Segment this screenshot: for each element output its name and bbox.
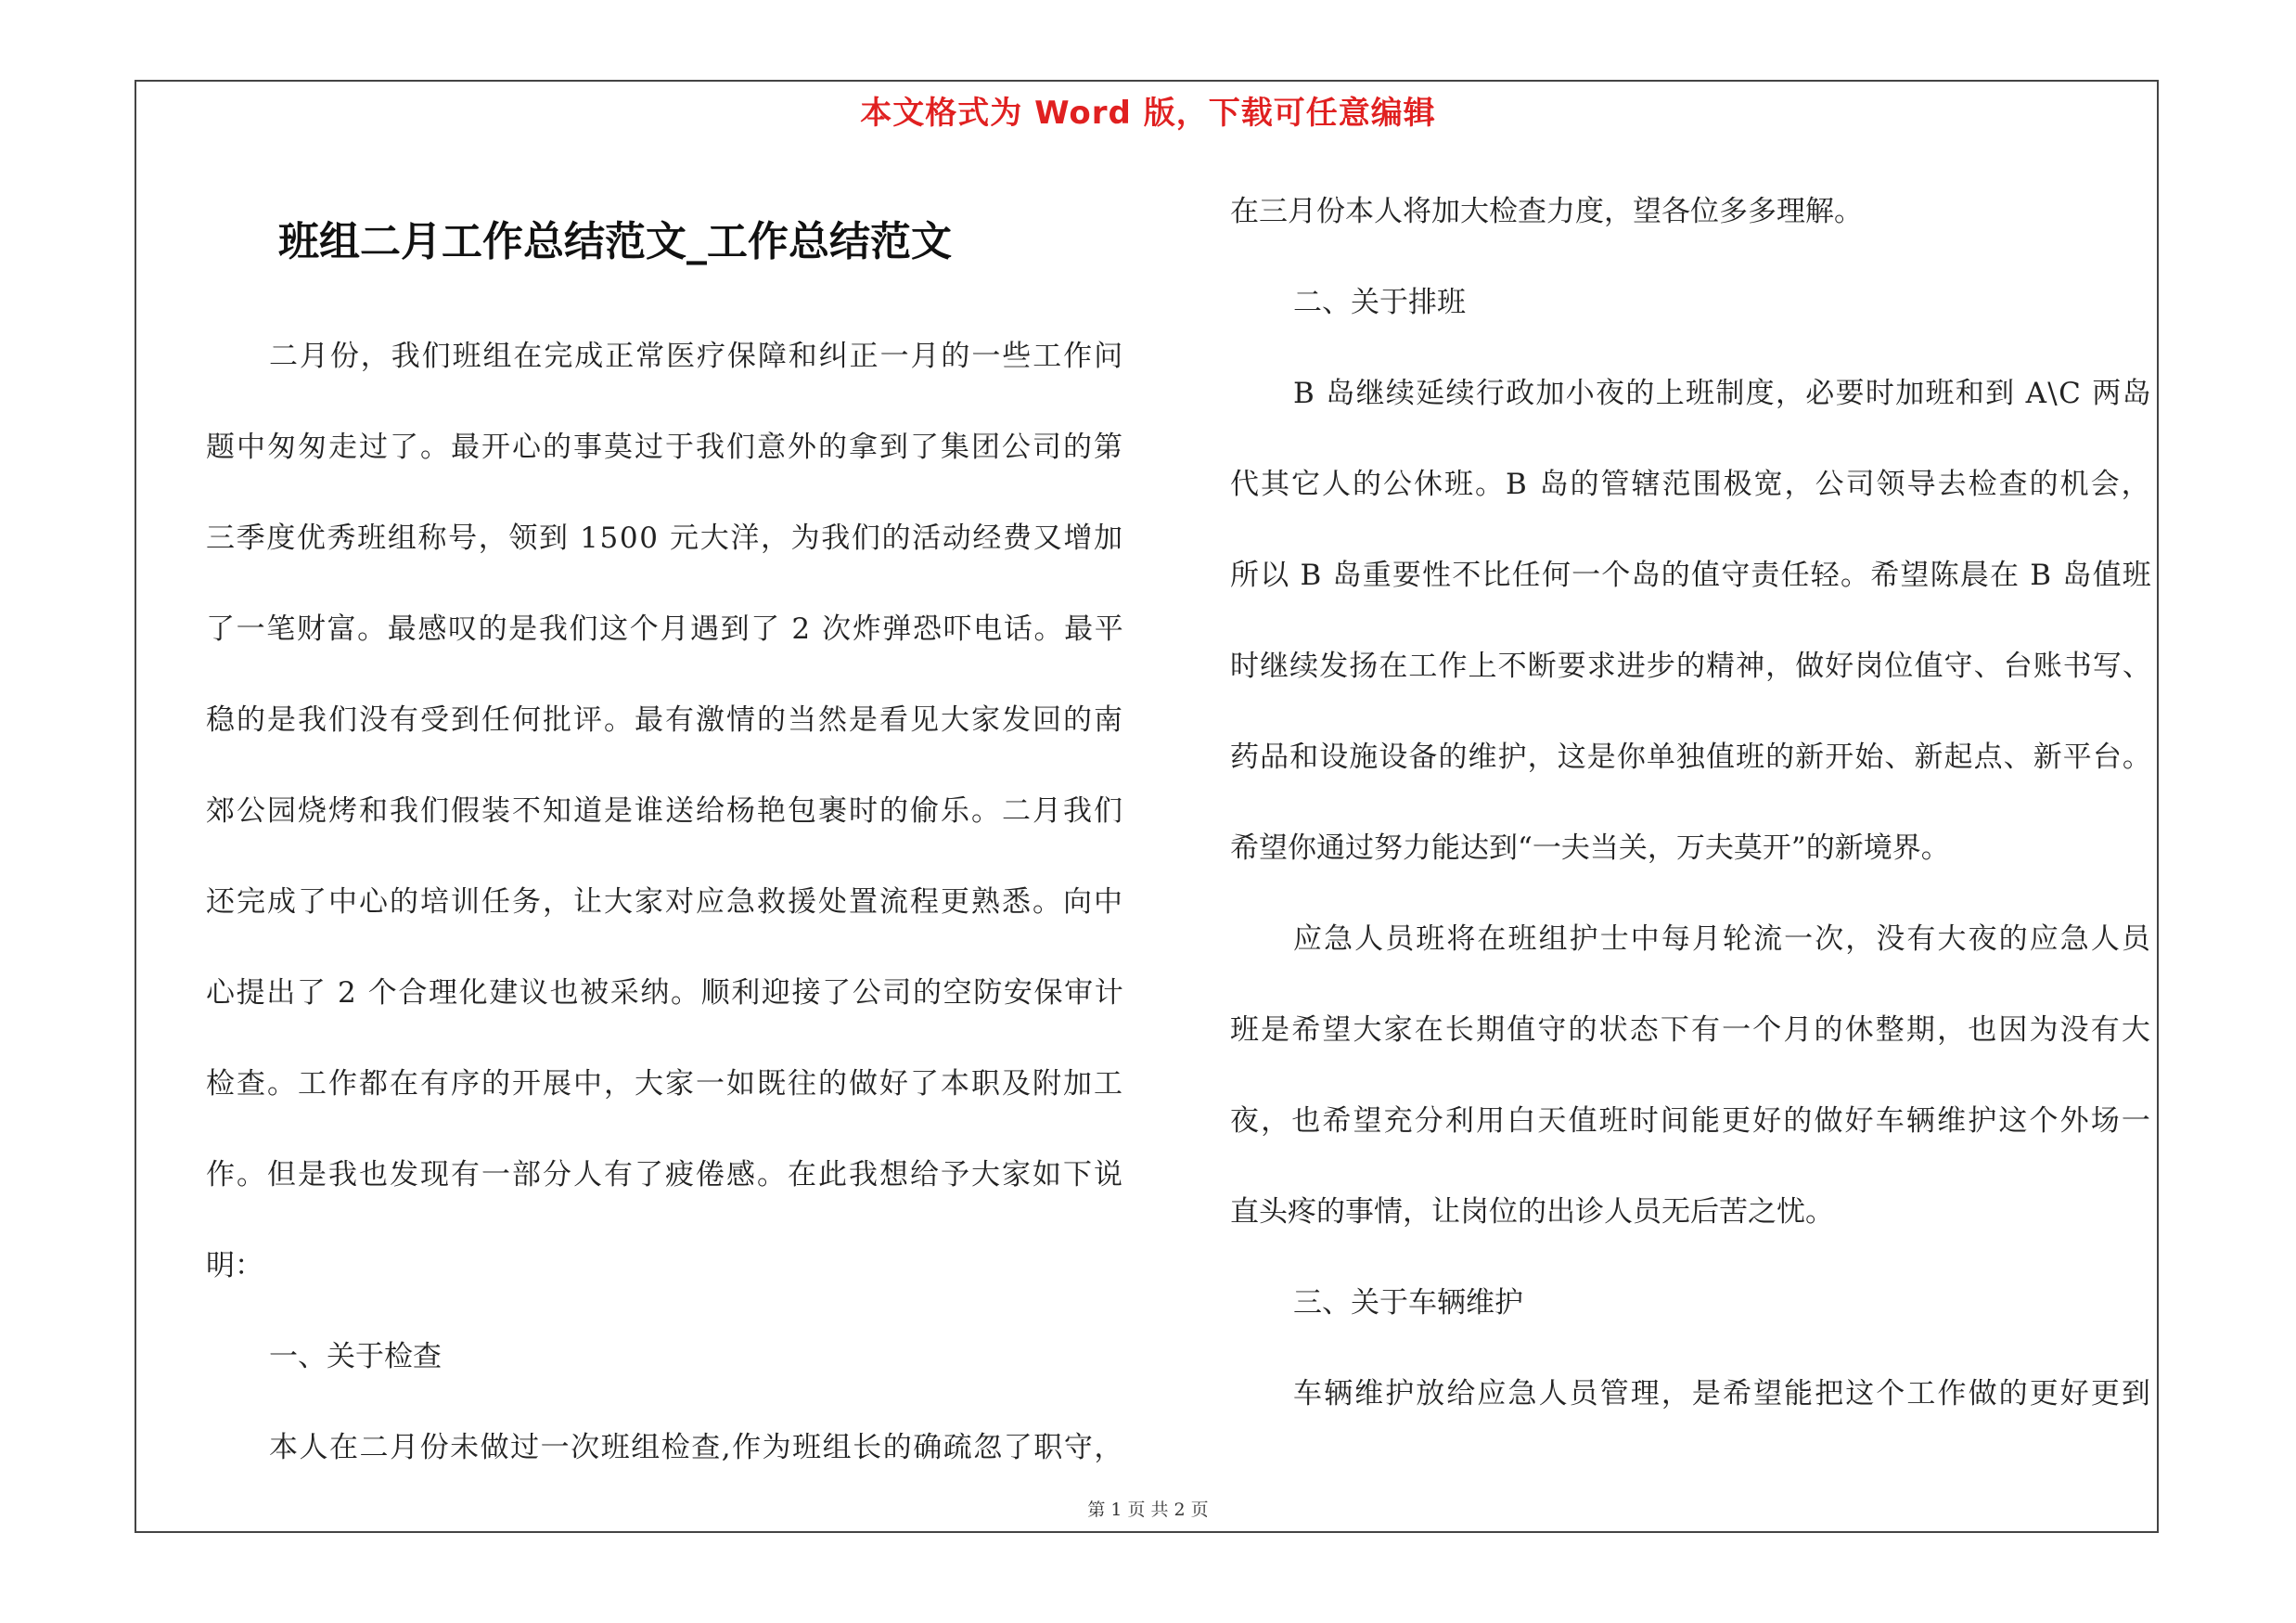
body-line: 应急人员班将在班组护士中每月轮流一次，没有大夜的应急人员 [1293,922,2152,956]
section-heading: 一、关于检查 [269,1340,442,1373]
body-line: 心提出了 2 个合理化建议也被采纳。顺利迎接了公司的空防安保审计 [206,976,1125,1010]
body-line: 作。但是我也发现有一部分人有了疲倦感。在此我想给予大家如下说 [206,1158,1124,1191]
document-title: 班组二月工作总结范文_工作总结范文 [278,218,952,265]
body-line: 希望你通过努力能达到“一夫当关，万夫莫开”的新境界。 [1230,831,1950,865]
body-line: 题中匆匆走过了。最开心的事莫过于我们意外的拿到了集团公司的第 [206,431,1124,464]
body-line: 郊公园烧烤和我们假装不知道是谁送给杨艳包裹时的偷乐。二月我们 [206,794,1124,828]
body-line: 明： [206,1249,263,1282]
body-line: 车辆维护放给应急人员管理，是希望能把这个工作做的更好更到 [1293,1377,2152,1410]
format-banner: 本文格式为 Word 版，下载可任意编辑 [860,95,1436,132]
body-line: 三季度优秀班组称号，领到 1500 元大洋，为我们的活动经费又增加 [206,522,1124,555]
body-line: 检查。工作都在有序的开展中，大家一如既往的做好了本职及附加工 [206,1067,1124,1101]
body-line: 二月份，我们班组在完成正常医疗保障和纠正一月的一些工作问 [269,340,1124,373]
body-line: 班是希望大家在长期值守的状态下有一个月的休整期，也因为没有大 [1230,1013,2152,1047]
body-line: 在三月份本人将加大检查力度，望各位多多理解。 [1230,195,1863,228]
page-number: 第 1 页 共 2 页 [1087,1500,1209,1520]
body-line: 稳的是我们没有受到任何批评。最有激情的当然是看见大家发回的南 [206,703,1124,737]
body-line: B 岛继续延续行政加小夜的上班制度，必要时加班和到 A\C 两岛 [1293,377,2152,410]
body-line: 所以 B 岛重要性不比任何一个岛的值守责任轻。希望陈晨在 B 岛值班 [1230,559,2152,592]
body-line: 代其它人的公休班。B 岛的管辖范围极宽，公司领导去检查的机会， [1230,468,2152,501]
section-heading: 三、关于车辆维护 [1293,1286,1523,1320]
body-line: 时继续发扬在工作上不断要求进步的精神，做好岗位值守、台账书写、 [1230,650,2152,683]
section-heading: 二、关于排班 [1293,286,1466,319]
body-line: 直头疼的事情，让岗位的出诊人员无后苦之忧。 [1230,1195,1834,1229]
body-line: 本人在二月份未做过一次班组检查,作为班组长的确疏忽了职守， [269,1431,1124,1464]
body-line: 还完成了中心的培训任务，让大家对应急救援处置流程更熟悉。向中 [206,885,1124,919]
body-line: 了一笔财富。最感叹的是我们这个月遇到了 2 次炸弹恐吓电话。最平 [206,612,1125,646]
body-line: 药品和设施设备的维护，这是你单独值班的新开始、新起点、新平台。 [1230,741,2152,774]
body-line: 夜，也希望充分利用白天值班时间能更好的做好车辆维护这个外场一 [1230,1104,2152,1138]
